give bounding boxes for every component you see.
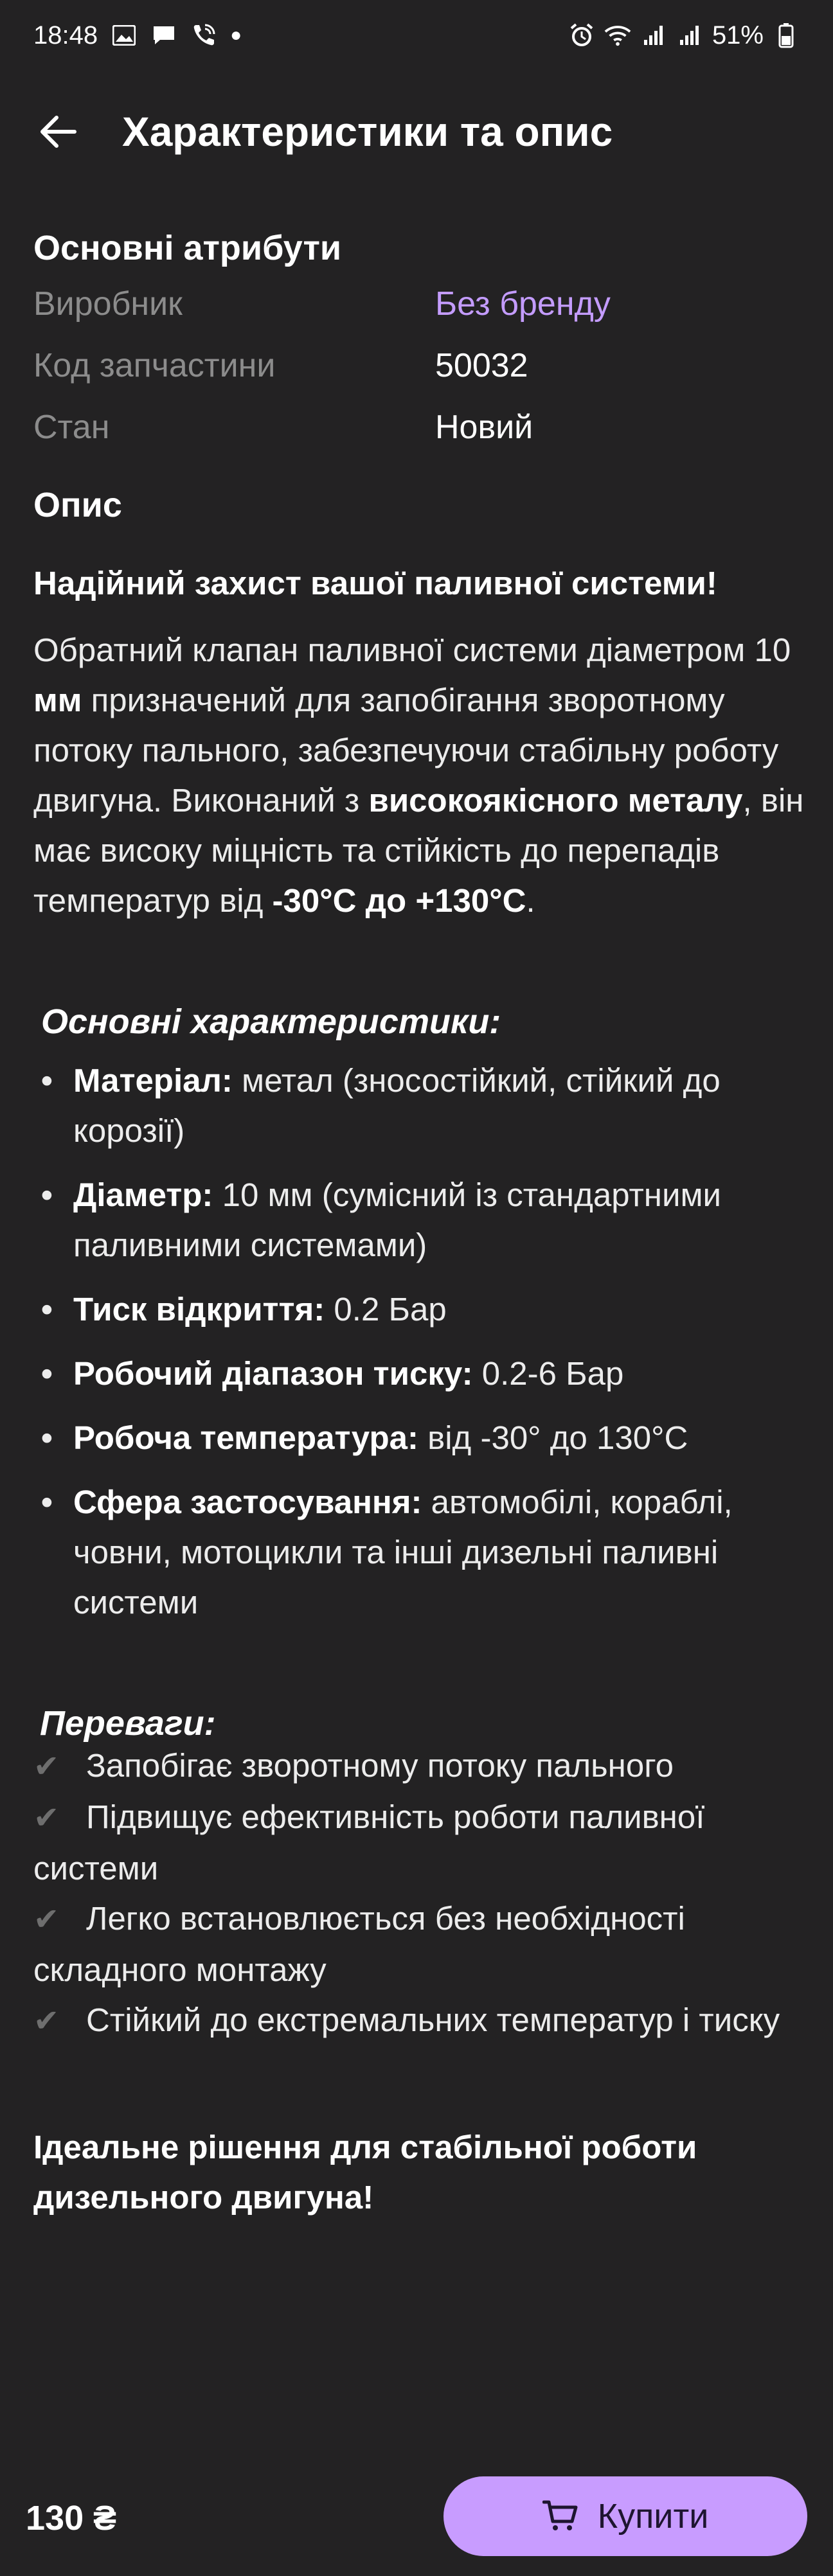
buy-button[interactable] <box>443 2476 807 2556</box>
attribute-key: Виробник <box>33 285 183 323</box>
feature-text: автомобілі, кораблі, човни, мотоцикли та інші дизельні паливні системи <box>73 1484 733 1621</box>
back-button[interactable] <box>19 93 96 170</box>
description-text <box>33 625 805 926</box>
feature-text: 10 мм (сумісний із стандартними паливними системами) <box>73 1177 722 1263</box>
attribute-row-manufacturer <box>33 273 805 335</box>
bottom-bar <box>0 2461 833 2576</box>
attributes-heading: Основні атрибути <box>33 229 342 267</box>
arrow-left-icon <box>39 115 77 148</box>
advantages-list <box>33 1741 805 2047</box>
battery-icon <box>773 22 800 49</box>
attribute-value: 50032 <box>435 347 528 384</box>
feature-label: Діаметр: <box>73 1177 213 1213</box>
advantage-text: Легко встановлюється без необхідності складного монтажу <box>33 1900 685 1988</box>
features-heading: Основні характеристики: <box>41 1002 501 1041</box>
attribute-value: Новий <box>435 409 533 446</box>
list-item <box>33 1894 805 1995</box>
check-icon: ✔ <box>33 1801 60 1835</box>
list-item <box>33 1995 805 2047</box>
description-part: призначений для запобігання зворотному потоку пального, забезпечуючи стабільну роботу двигуна. Виконаний з <box>33 682 779 819</box>
feature-label: Робоча температура: <box>73 1419 418 1456</box>
feature-label: Робочий діапазон тиску: <box>73 1355 473 1392</box>
attribute-key: Стан <box>33 409 110 446</box>
status-bar <box>0 0 833 71</box>
description-subheading: Надійний захист вашої паливної системи! <box>33 565 717 601</box>
status-time: 18:48 <box>33 21 98 49</box>
closing-text: Ідеальне рішення для стабільної роботи дизельного двигуна! <box>33 2129 697 2216</box>
advantage-text: Запобігає зворотному потоку пального <box>86 1747 674 1784</box>
feature-text: 0.2-6 Бар <box>472 1355 624 1392</box>
content <box>33 218 805 2223</box>
list-item <box>33 1413 805 1463</box>
feature-label: Сфера застосування: <box>73 1484 422 1520</box>
phone-wifi-icon <box>190 22 217 49</box>
list-item <box>33 1284 805 1335</box>
advantages-heading: Переваги: <box>40 1704 216 1743</box>
price: 130 ₴ <box>26 2499 117 2537</box>
list-item <box>33 1477 805 1628</box>
list-item <box>33 1792 805 1894</box>
check-icon: ✔ <box>33 1903 60 1937</box>
description-part: Обратний клапан паливної системи діаметром 10 <box>33 632 791 668</box>
check-icon: ✔ <box>33 1750 60 1784</box>
list-item <box>33 1056 805 1156</box>
list-item <box>33 1349 805 1399</box>
features-list <box>33 1056 805 1628</box>
top-app-bar <box>0 84 833 180</box>
cart-icon <box>542 2500 578 2533</box>
list-item <box>33 1170 805 1270</box>
feature-text: 0.2 Бар <box>325 1291 447 1328</box>
feature-label: Матеріал: <box>73 1062 233 1099</box>
buy-button-label: Купити <box>597 2497 709 2536</box>
manufacturer-link[interactable]: Без бренду <box>435 285 611 323</box>
signal-icon <box>640 22 667 49</box>
image-icon <box>111 22 138 49</box>
description-heading: Опис <box>33 486 122 524</box>
wifi-icon <box>604 22 631 49</box>
battery-percent: 51% <box>712 21 764 49</box>
attribute-row-condition <box>33 396 805 458</box>
attributes-list <box>33 273 805 458</box>
page-title: Характеристики та опис <box>122 109 613 155</box>
signal-icon <box>676 22 703 49</box>
feature-label: Тиск відкриття: <box>73 1291 325 1328</box>
notification-dot-icon: ● <box>230 24 242 46</box>
list-item <box>33 1741 805 1792</box>
attribute-key: Код запчастини <box>33 347 276 384</box>
description-bold: мм <box>33 682 82 718</box>
feature-text: від -30° до 130°C <box>418 1419 688 1456</box>
description-part: , він має високу міцність та стійкість до перепадів температур від <box>33 782 804 919</box>
attribute-row-part-code <box>33 335 805 396</box>
alarm-icon <box>568 22 595 49</box>
message-icon <box>150 22 177 49</box>
advantage-text: Підвищує ефективність роботи паливної системи <box>33 1799 705 1887</box>
description-part: . <box>526 882 535 919</box>
description-bold: -30°C до +130°C <box>272 882 526 919</box>
description-bold: високоякісного металу <box>368 782 743 819</box>
advantage-text: Стійкий до екстремальних температур і тиску <box>86 2002 780 2038</box>
feature-text: метал (зносостійкий, стійкий до корозії) <box>73 1062 721 1149</box>
check-icon: ✔ <box>33 2004 60 2038</box>
